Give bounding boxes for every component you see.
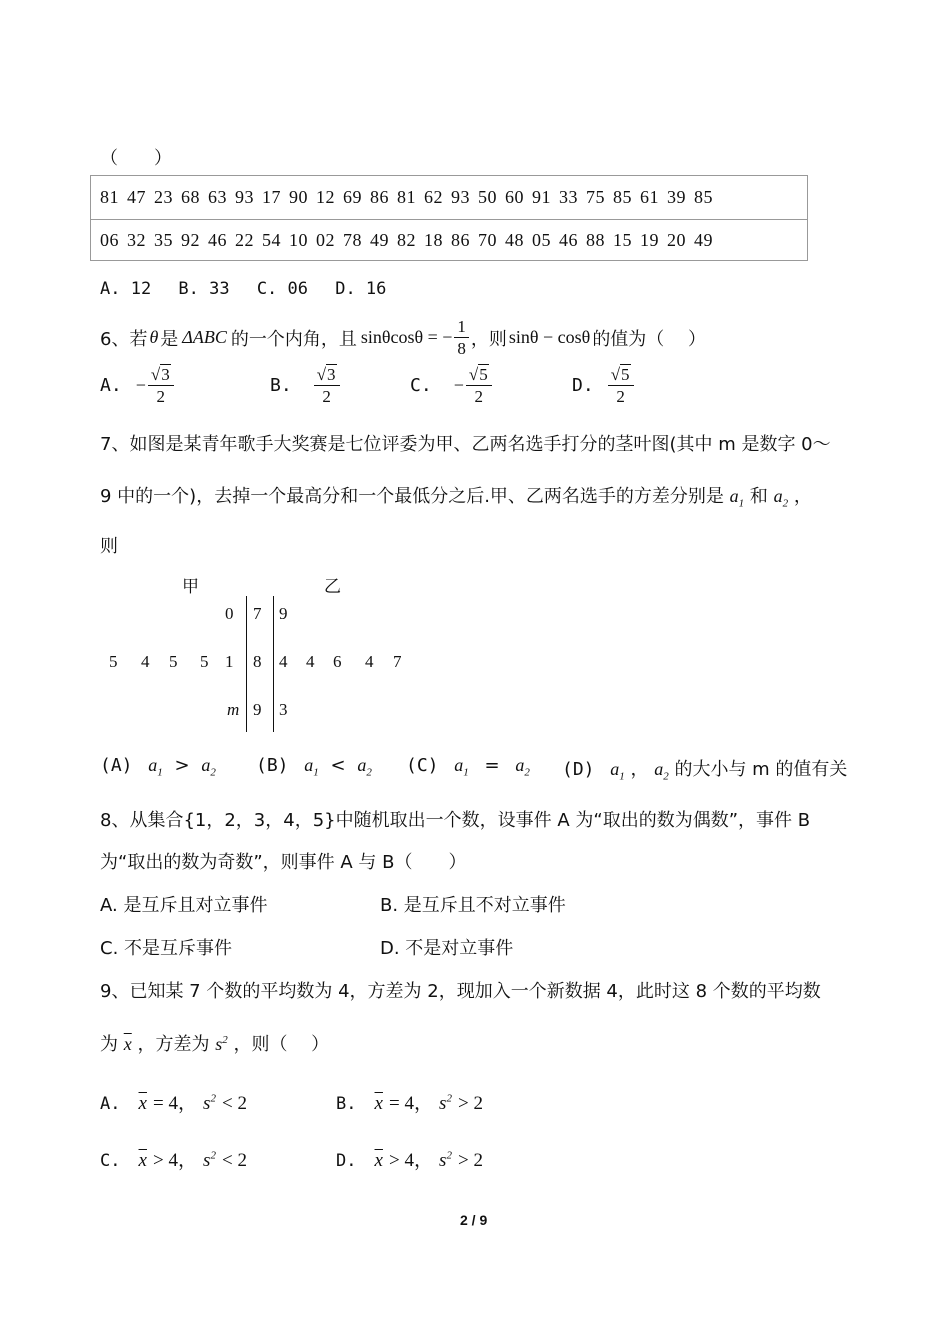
stem-line-left	[246, 596, 247, 732]
left-leaf: 4	[141, 652, 150, 671]
q7-option-a: (A) $a_1 > a_2$	[100, 755, 216, 779]
q9-option-b: B. $\overline{x} = 4$， $s^2 > 2$	[336, 1092, 483, 1114]
q6-option-b-frac	[314, 366, 340, 405]
stem-leaf-right-title: 乙	[324, 577, 341, 597]
q7-option-c: (C) $a_1 = a_2$	[406, 755, 530, 779]
right-leaf: 7	[393, 652, 402, 671]
q9-line2: 为 $\overline{x}$ ，方差为 $s^2$ ，则（ ）	[100, 1034, 330, 1055]
q6-mid1: 是	[160, 328, 179, 350]
right-leaf: 3	[279, 700, 288, 719]
stem-line-right	[273, 596, 274, 732]
q6-option-a	[100, 366, 174, 405]
q6-option-a-den: 2	[156, 387, 166, 406]
q6-option-b-den: 2	[322, 387, 331, 406]
q6-option-c-sign: −	[453, 375, 464, 395]
stem-8: 8	[253, 652, 262, 671]
q6-frac-num: 1	[454, 318, 469, 338]
q6-suffix: 的值为（ ）	[592, 328, 707, 350]
q6-theta: θ	[149, 327, 159, 347]
q7-option-b: (B) $a_1 < a_2$	[256, 755, 372, 779]
q6-option-c-den: 2	[474, 387, 484, 406]
q6-option-c-label: C.	[410, 375, 432, 396]
q8-option-a: A. 是互斥且对立事件	[100, 895, 268, 916]
q6-option-a-sign: −	[135, 375, 146, 395]
right-leaf: 4	[279, 652, 288, 671]
left-leaf-m: m	[227, 700, 240, 719]
stem-leaf-left-title: 甲	[182, 577, 199, 597]
q6-option-b-num: √3	[314, 366, 340, 386]
q6-triangle: ΔABC	[182, 327, 227, 347]
q5-options: A. 12 B. 33 C. 06 D. 16	[100, 279, 387, 299]
q7-line3: 则	[100, 536, 118, 557]
q6-expr2: sinθ − cosθ	[508, 327, 591, 347]
q6-option-c-num: √5	[466, 366, 492, 386]
q9-option-d: D. $\overline{x} > 4$， $s^2 > 2$	[336, 1149, 483, 1171]
q8-option-d: D. 不是对立事件	[380, 938, 514, 959]
q6-option-c-frac	[466, 366, 492, 405]
q6-option-a-frac	[148, 366, 174, 405]
left-leaf: 5	[169, 652, 178, 671]
q6-fraction	[454, 318, 469, 357]
q6-option-a-label: A.	[100, 375, 122, 396]
right-leaf: 9	[279, 604, 288, 623]
random-table-row-2: 06 32 35 92 46 22 54 10 02 78 49 82 18 86 70 48 05 46 88 15 19 20 49	[100, 230, 713, 250]
q7-line2-text: 9 中的一个)，去掉一个最高分和一个最低分之后.甲、乙两名选手的方差分别是	[100, 486, 724, 507]
q8-option-c: C. 不是互斥事件	[100, 938, 233, 959]
q6-mid3: ，则	[470, 328, 507, 350]
q5-paren: （ ）	[100, 148, 172, 169]
q9-xbar: $\overline{x}$	[123, 1034, 132, 1054]
q6-expr1: sinθcosθ = −	[360, 327, 453, 347]
q7-and: 和	[749, 486, 768, 507]
q6-option-d	[572, 366, 634, 405]
page-number: 2 / 9	[460, 1212, 488, 1228]
q6-question	[100, 318, 706, 357]
q6-option-d-label: D.	[572, 375, 594, 396]
stem-7: 7	[253, 604, 262, 623]
q6-option-d-num: √5	[608, 366, 634, 386]
q9-option-c: C. $\overline{x} > 4$， $s^2 < 2$	[100, 1149, 247, 1171]
stem-9: 9	[253, 700, 262, 719]
q6-option-b-label: B.	[270, 375, 292, 396]
q6-mid2: 的一个内角，且	[230, 328, 357, 350]
q6-frac-den: 8	[457, 339, 466, 358]
q9-s2: $s^2$	[215, 1034, 228, 1054]
random-number-table	[90, 175, 808, 261]
q6-option-c	[410, 366, 492, 405]
q7-a2: $a_2$	[773, 486, 789, 510]
random-table-row-1: 81 47 23 68 63 93 17 90 12 69 86 81 62 93 50 60 91 33 75 85 61 39 85	[100, 187, 713, 207]
q9-line1: 9、已知某 7 个数的平均数为 4，方差为 2，现加入一个新数据 4，此时这 8 个数的平均数	[100, 981, 821, 1002]
q7-line1: 7、如图是某青年歌手大奖赛是七位评委为甲、乙两名选手打分的茎叶图(其中 m 是数字 0～	[100, 434, 831, 455]
left-leaf: 5	[109, 652, 118, 671]
right-leaf: 6	[333, 652, 342, 671]
q6-option-d-frac	[608, 366, 634, 405]
q6-option-d-den: 2	[616, 387, 625, 406]
q7-line2	[100, 482, 812, 510]
q7-option-d: (D) $a_1$ ， $a_2$ 的大小与 m 的值有关	[562, 759, 848, 783]
left-leaf: 5	[200, 652, 209, 671]
q8-line2: 为“取出的数为奇数”，则事件 A 与 B（ ）	[100, 852, 467, 873]
q8-option-b: B. 是互斥且不对立事件	[380, 895, 566, 916]
left-leaf: 0	[225, 604, 234, 623]
q6-option-a-num: √3	[148, 366, 174, 386]
right-leaf: 4	[365, 652, 374, 671]
q8-line1: 8、从集合{1，2，3，4，5}中随机取出一个数，设事件 A 为“取出的数为偶数”，事件 B	[100, 810, 811, 831]
left-leaf: 1	[225, 652, 234, 671]
right-leaf: 4	[306, 652, 315, 671]
q6-option-b	[270, 366, 340, 405]
q7-comma: ，	[793, 486, 812, 507]
q9-option-a: A. $\overline{x} = 4$， $s^2 < 2$	[100, 1092, 247, 1114]
q7-a1: $a_1$	[729, 486, 745, 510]
q6-prefix: 6、若	[100, 328, 148, 350]
